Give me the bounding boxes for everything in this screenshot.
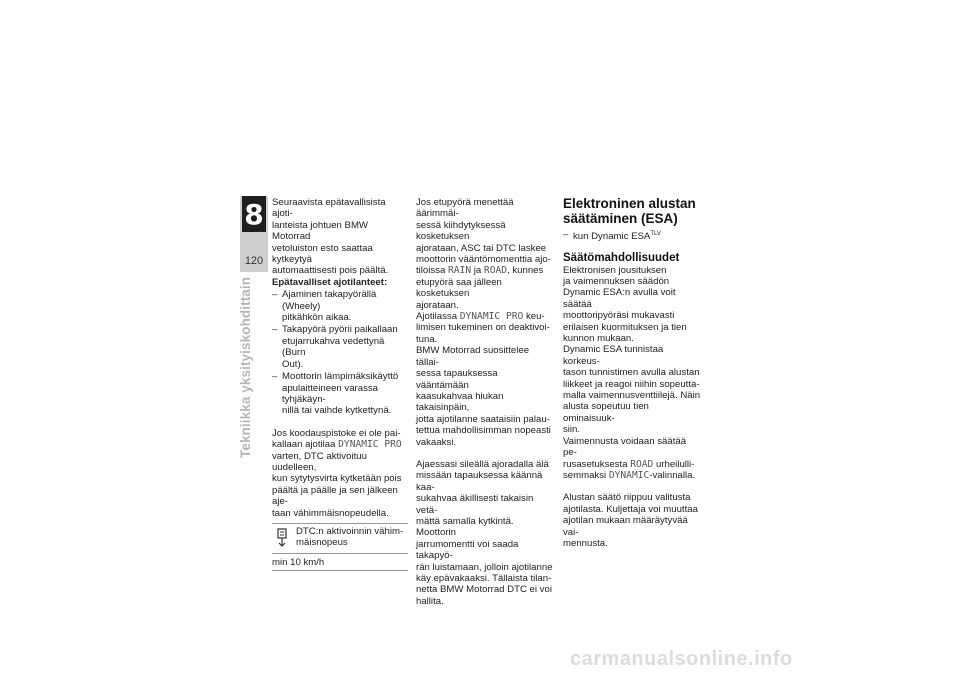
min-speed-value: min 10 km/h bbox=[272, 556, 325, 568]
subheading-adjustment: Säätömahdollisuudet bbox=[563, 251, 680, 264]
smooth-road-paragraph: Ajaessasi sileällä ajoradalla älä missään tapauksessa käännä kaa- sukahvaa äkillisesti takaisin vetä- mättä samalla kytkintä. Moottorin jarrumomentti voi saada takapyö- rän luistamaan, jolloin ajotilanne käy epävakaaksi. Tällaista tilan- netta BMW Motorrad DTC ei voi hallita. bbox=[416, 458, 553, 607]
esa-sensor-paragraph: Dynamic ESA tunnistaa korkeus- tason tunnistimen avulla alustan liikkeet ja reagoi niihin sopeutta- malla vaimennusventtiilejä. Näin alusta sopeutuu tien ominaisuuk- siin. bbox=[563, 344, 701, 436]
mode-dynamic: DYNAMIC bbox=[608, 469, 650, 481]
wrench-spec-icon bbox=[272, 527, 292, 549]
mode-rain: RAIN bbox=[448, 265, 472, 277]
dynamic-pro-paragraph: Ajotilassa DYNAMIC PRO keu- limisen tukeminen on deaktivoi- tuna. bbox=[416, 311, 550, 345]
chapter-side-title: Tekniikka yksityiskohdittain bbox=[238, 276, 253, 458]
mode-dynamic-pro: DYNAMIC PRO bbox=[459, 311, 524, 323]
recommendation-paragraph: BMW Motorrad suosittelee tällai- sessa tapauksessa vääntämään kaasukahvaa hiukan takaisinpäin, jotta ajotilanne saataisiin palau- tettua mahdollisimman nopeasti vakaaksi. bbox=[416, 345, 551, 448]
mode-road: ROAD bbox=[483, 265, 508, 277]
mode-road: ROAD bbox=[630, 458, 654, 470]
section-heading-esa: Elektroninen alustan säätäminen (ESA) bbox=[563, 196, 696, 226]
front-wheel-paragraph: Jos etupyörä menettää äärimmäi- sessä kiihdytyksessä kosketuksen ajorataan, ASC tai DTC laskee moottorin vääntömomenttia ajo- tiloissa RAIN ja ROAD, kunnes etupyörä saa jälleen kosketuksen ajorataan. bbox=[416, 197, 551, 311]
column-2 bbox=[416, 197, 553, 607]
list-item: – Ajaminen takapyörällä (Wheely) pitkähkön aikaa. bbox=[272, 289, 408, 323]
esa-intro-paragraph: Elektronisen jousituksen ja vaimennuksen säädön Dynamic ESA:n avulla voit säätää moottoripyöräsi mukavasti erilaisen kuormituksen ja tien kunnon mukaan. bbox=[563, 264, 687, 345]
situations-heading: Epätavalliset ajotilanteet: bbox=[272, 276, 388, 288]
option-note: – kun Dynamic $ESA^{TLV}$ bbox=[563, 229, 701, 243]
ride-mode-paragraph: Alustan säätö riippuu valitusta ajotilasta. Kuljettaja voi muuttaa ajotilan mukaan määräytyvää vai- mennusta. bbox=[563, 492, 698, 549]
min-speed-note: DTC:n aktivoinnin vähim- mäisnopeus min 10 km/h bbox=[272, 523, 408, 571]
intro-paragraph: Seuraavista epätavallisista ajoti- lanteista johtuen BMW Motorrad vetoluiston esto saattaa kytkeytyä automaattisesti pois päältä. bbox=[272, 197, 389, 277]
page-number: 120 bbox=[244, 255, 264, 267]
coding-plug-paragraph: Jos koodauspistoke ei ole pai- kallaan ajotilaa DYNAMIC PRO varten, DTC aktivoituu uudelleen, kun sytytysvirta kytketään pois päältä ja päälle ja sen jälkeen aje- taan vähimmäisnopeudella. bbox=[272, 427, 402, 519]
column-3 bbox=[563, 197, 701, 549]
list-item: – Takapyörä pyörii paikallaan etujarrukahva vedettynä (Burn Out). bbox=[272, 324, 408, 370]
watermark: carmanualsonline.info bbox=[570, 648, 793, 670]
mode-dynamic-pro: DYNAMIC PRO bbox=[338, 439, 402, 451]
list-item: – Moottorin lämpimäksikäyttö apulaitteineen varassa tyhjäkäyn- nillä tai vaihde kytkettynä. bbox=[272, 371, 408, 417]
chapter-number: 8 bbox=[242, 196, 266, 232]
damping-paragraph: Vaimennusta voidaan säätää pe- rusasetuksesta ROAD urheilulli- semmaksi DYNAMIC-valinnalla. bbox=[563, 435, 696, 481]
column-1 bbox=[272, 197, 408, 571]
